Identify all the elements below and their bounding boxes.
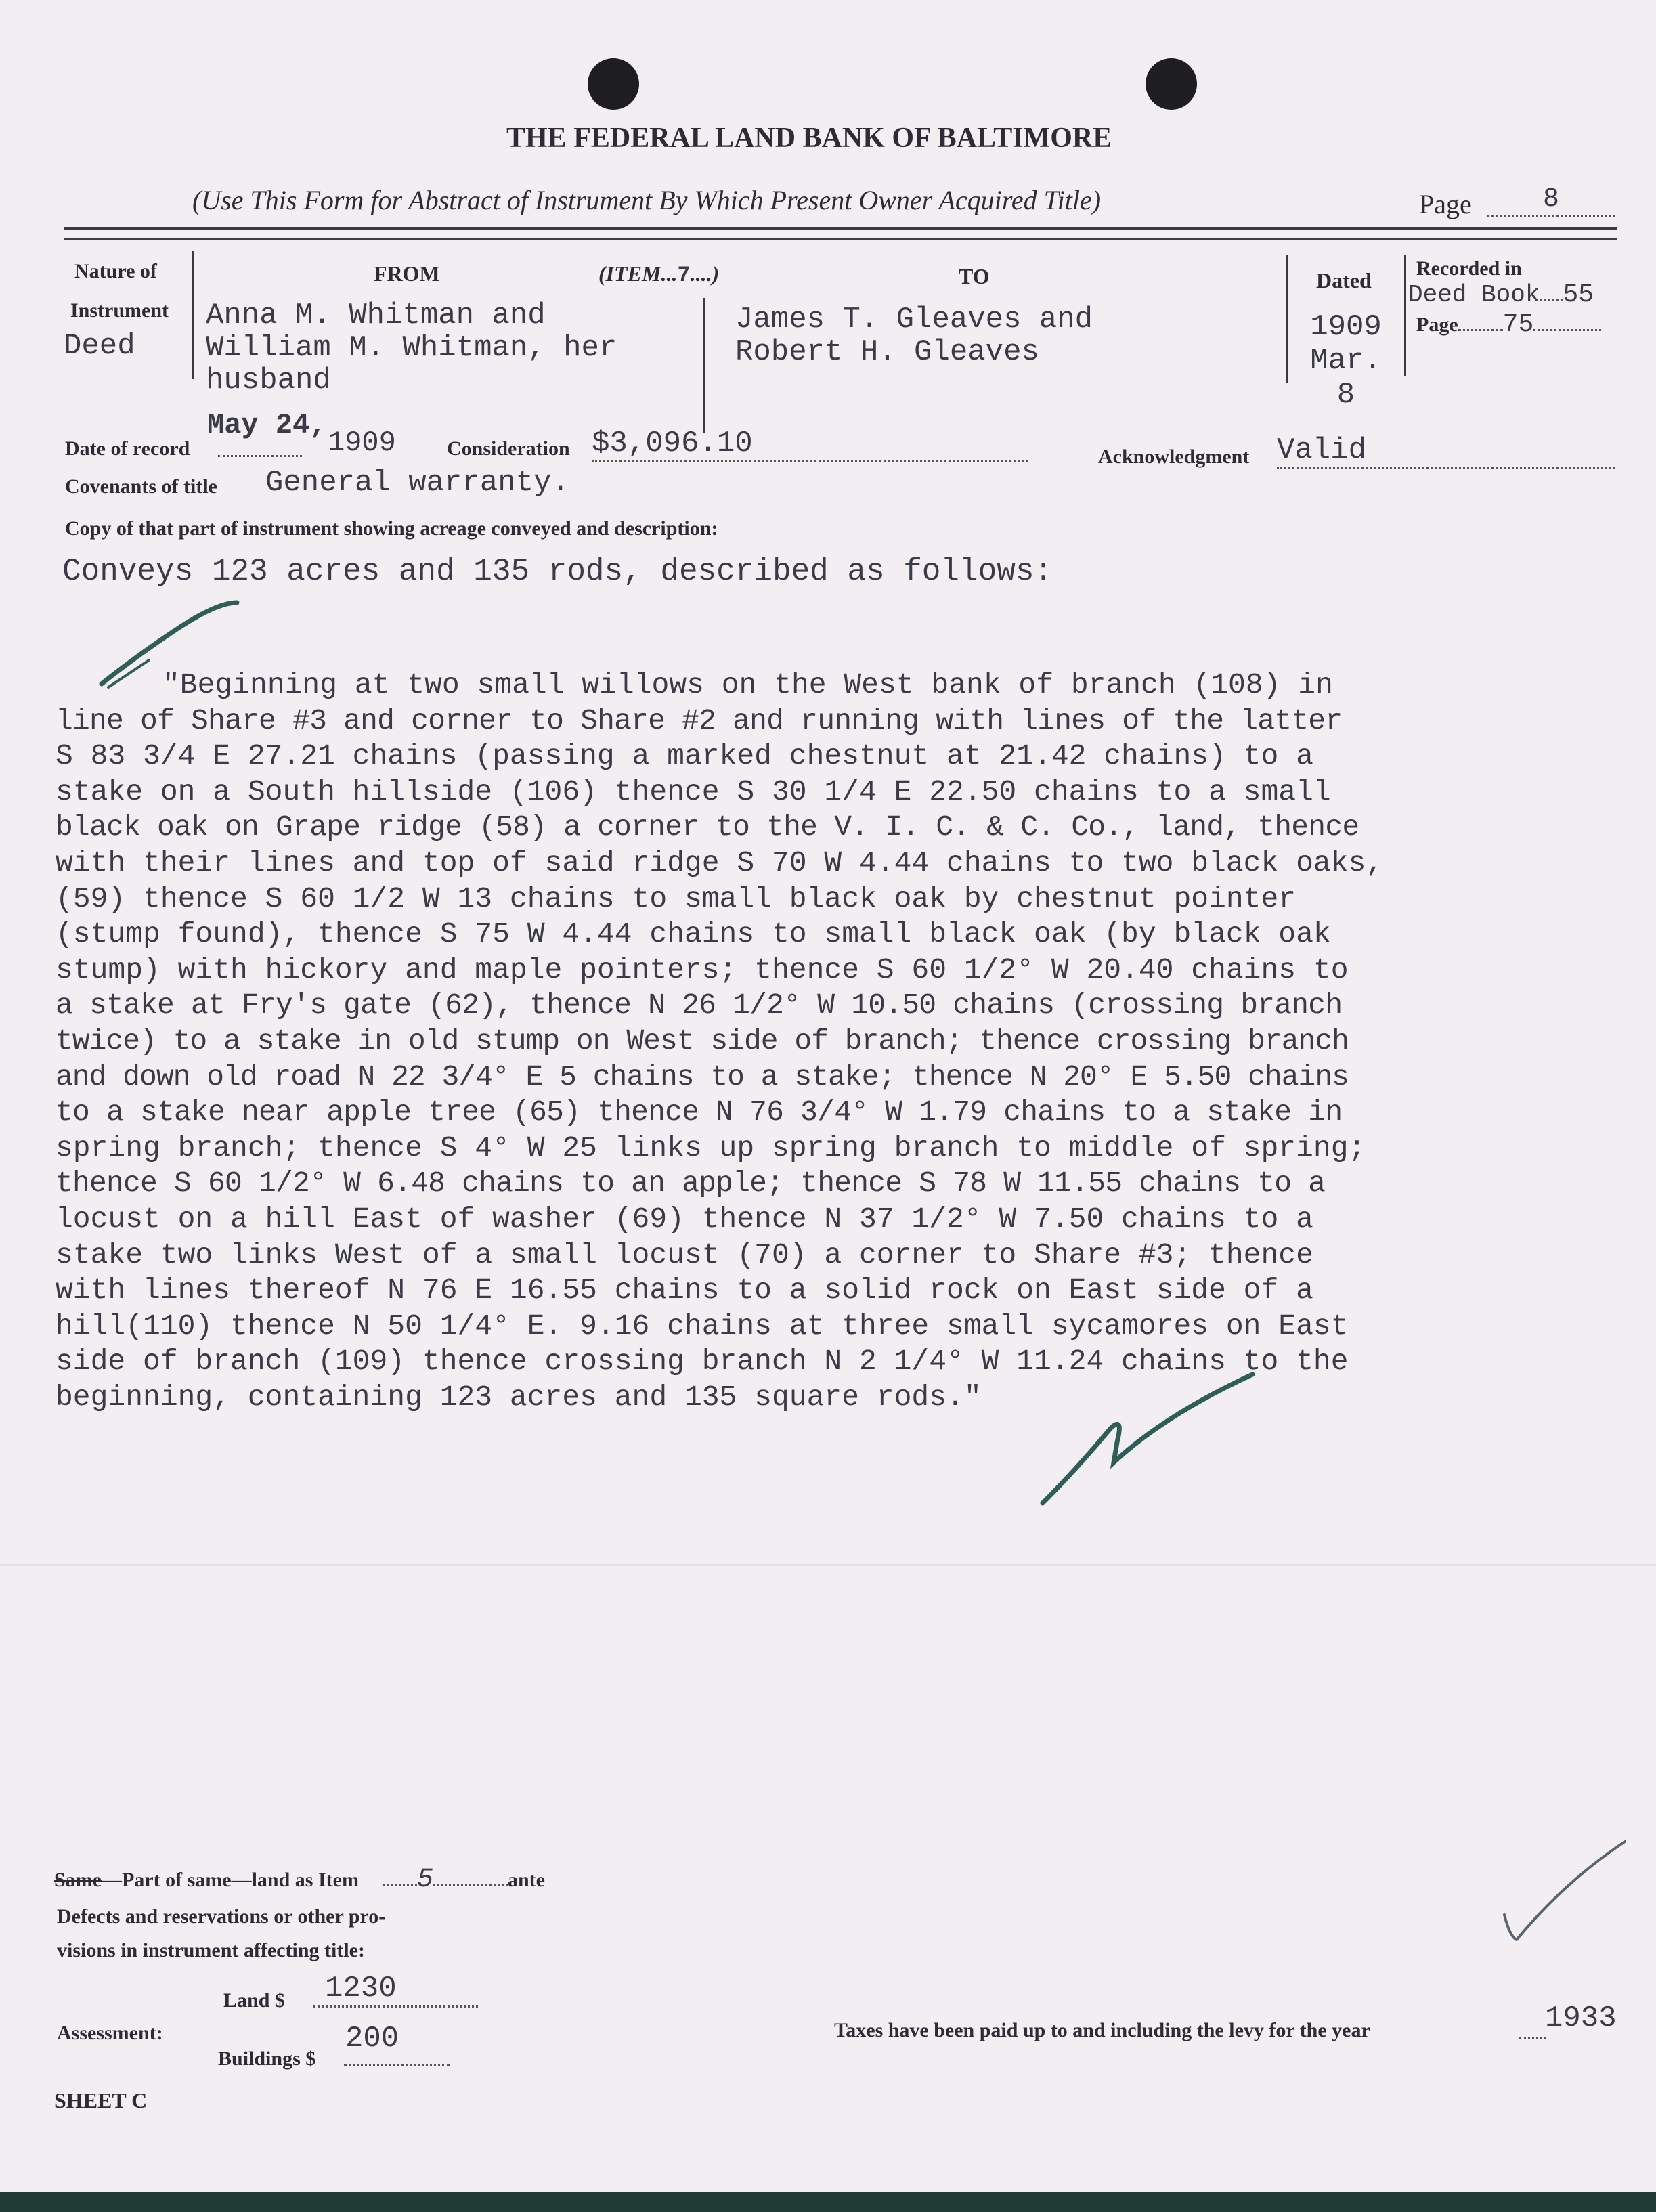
description-line: side of branch (109) thence crossing branch N 2 1/4° W 11.24 chains to the — [56, 1345, 1349, 1379]
buildings-value: 200 — [345, 2022, 399, 2056]
recorded-page: Page 75 — [1416, 310, 1601, 339]
description-line: stake two links West of a small locust (70) a corner to Share #3; thence — [56, 1238, 1313, 1272]
date-of-record-dots — [218, 455, 302, 457]
description-body — [56, 668, 1383, 1415]
dated-value: 1909 Mar. 8 — [1310, 310, 1382, 412]
description-line: hill(110) thence N 50 1/4° E. 9.16 chains at three small sycamores on East — [56, 1309, 1349, 1343]
land-label: Land $ — [223, 1989, 285, 2012]
land-value: 1230 — [313, 1972, 478, 2008]
copy-instruction: Copy of that part of instrument showing acreage conveyed and description: — [65, 517, 718, 540]
paper-fold — [0, 1564, 1656, 1566]
assessment-label: Assessment: — [57, 2022, 163, 2044]
page-label: Page — [1419, 189, 1472, 219]
to-party: James T. Gleaves and Robert H. Gleaves — [735, 303, 1093, 369]
check-mark-top — [95, 596, 244, 697]
description-line: "Beginning at two small willows on the West bank of branch (108) in — [162, 668, 1333, 701]
description-line: twice) to a stake in old stump on West side of branch; thence crossing branch — [56, 1024, 1349, 1058]
description-line: (59) thence S 60 1/2 W 13 chains to small black oak by chestnut pointer — [56, 882, 1297, 915]
nature-label: Nature of Instrument — [70, 260, 169, 322]
nature-value: Deed — [64, 329, 135, 363]
dated-label: Dated — [1316, 268, 1372, 292]
taxes-dots — [1519, 2037, 1546, 2039]
covenants-label: Covenants of title — [65, 475, 217, 498]
consideration-value: $3,096.10 — [592, 427, 1028, 462]
buildings-label: Buildings $ — [218, 2047, 316, 2070]
recorded-book: Deed Book 55 — [1408, 280, 1594, 309]
acknowledgment-value: Valid — [1277, 433, 1615, 469]
column-divider-3 — [1286, 255, 1288, 383]
sheet-label: SHEET C — [54, 2088, 148, 2112]
recorded-label: Recorded in — [1416, 257, 1522, 280]
description-line: and down old road N 22 3/4° E 5 chains to a stake; thence N 20° E 5.50 chains — [56, 1060, 1349, 1093]
header-rule-top — [64, 227, 1617, 230]
description-line: beginning, containing 123 acres and 135 square rods." — [56, 1380, 982, 1414]
header-rule-bottom — [64, 238, 1617, 240]
description-line: S 83 3/4 E 27.21 chains (passing a marked chestnut at 21.42 chains) to a — [56, 739, 1313, 773]
description-line: locust on a hill East of washer (69) thence N 37 1/2° W 7.50 chains to a — [56, 1202, 1313, 1236]
same-land-line: Same—Part of same—land as Item 5 ante — [54, 1865, 545, 1895]
scan-edge — [0, 2192, 1656, 2212]
form-subtitle: (Use This Form for Abstract of Instrument By Which Present Owner Acquired Title) — [192, 185, 1102, 215]
from-label: FROM — [374, 261, 440, 286]
punch-hole-right — [1146, 58, 1197, 110]
defects-label: Defects and reservations or other pro- visions in instrument affecting title: — [57, 1905, 386, 1961]
consideration-label: Consideration — [447, 437, 570, 460]
description-line: (stump found), thence S 75 W 4.44 chains to small black oak (by black oak — [56, 917, 1331, 951]
description-line: thence S 60 1/2° W 6.48 chains to an apple; thence S 78 W 11.55 chains to a — [56, 1167, 1326, 1200]
description-line: with their lines and top of said ridge S 70 W 4.44 chains to two black oaks, — [56, 846, 1384, 880]
column-divider-4 — [1404, 255, 1406, 376]
description-line: spring branch; thence S 4° W 25 links up spring branch to middle of spring; — [56, 1131, 1366, 1165]
description-line: a stake at Fry's gate (62), thence N 26 1/2° W 10.50 chains (crossing branch — [56, 989, 1343, 1022]
description-line: black oak on Grape ridge (58) a corner to the V. I. C. & C. Co., land, thence — [56, 810, 1359, 844]
description-intro: Conveys 123 acres and 135 rods, described as follows: — [62, 554, 1053, 589]
taxes-label: Taxes have been paid up to and including the levy for the year — [834, 2019, 1370, 2041]
from-party: Anna M. Whitman and William M. Whitman, her husband — [206, 299, 617, 397]
description-line: stake on a South hillside (106) thence S 30 1/4 E 22.50 chains to a small — [56, 775, 1331, 808]
covenants-value: General warranty. — [265, 466, 569, 500]
check-mark-middle — [1029, 1368, 1259, 1510]
date-of-record-value: 1909 — [328, 427, 396, 459]
page-number: 8 — [1487, 184, 1615, 217]
punch-hole-left — [588, 58, 639, 110]
check-mark-bottom — [1496, 1835, 1632, 1950]
bank-name: THE FEDERAL LAND BANK OF BALTIMORE — [506, 123, 1112, 154]
item-label: (ITEM...7....) — [598, 261, 720, 288]
buildings-dots — [344, 2064, 450, 2066]
date-stamp: May 24, — [207, 409, 327, 441]
acknowledgment-label: Acknowledgment — [1098, 446, 1250, 468]
taxes-year: 1933 — [1545, 2001, 1617, 2035]
date-of-record-label: Date of record — [65, 437, 190, 460]
description-line: to a stake near apple tree (65) thence N 76 3/4° W 1.79 chains to a stake in — [56, 1096, 1343, 1129]
description-line: stump) with hickory and maple pointers; thence S 60 1/2° W 20.40 chains to — [56, 953, 1349, 986]
description-line: with lines thereof N 76 E 16.55 chains to a solid rock on East side of a — [56, 1274, 1313, 1307]
column-divider-1 — [192, 251, 194, 379]
column-divider-2 — [703, 298, 705, 433]
to-label: TO — [959, 264, 990, 288]
description-line: line of Share #3 and corner to Share #2 and running with lines of the latter — [56, 703, 1343, 737]
